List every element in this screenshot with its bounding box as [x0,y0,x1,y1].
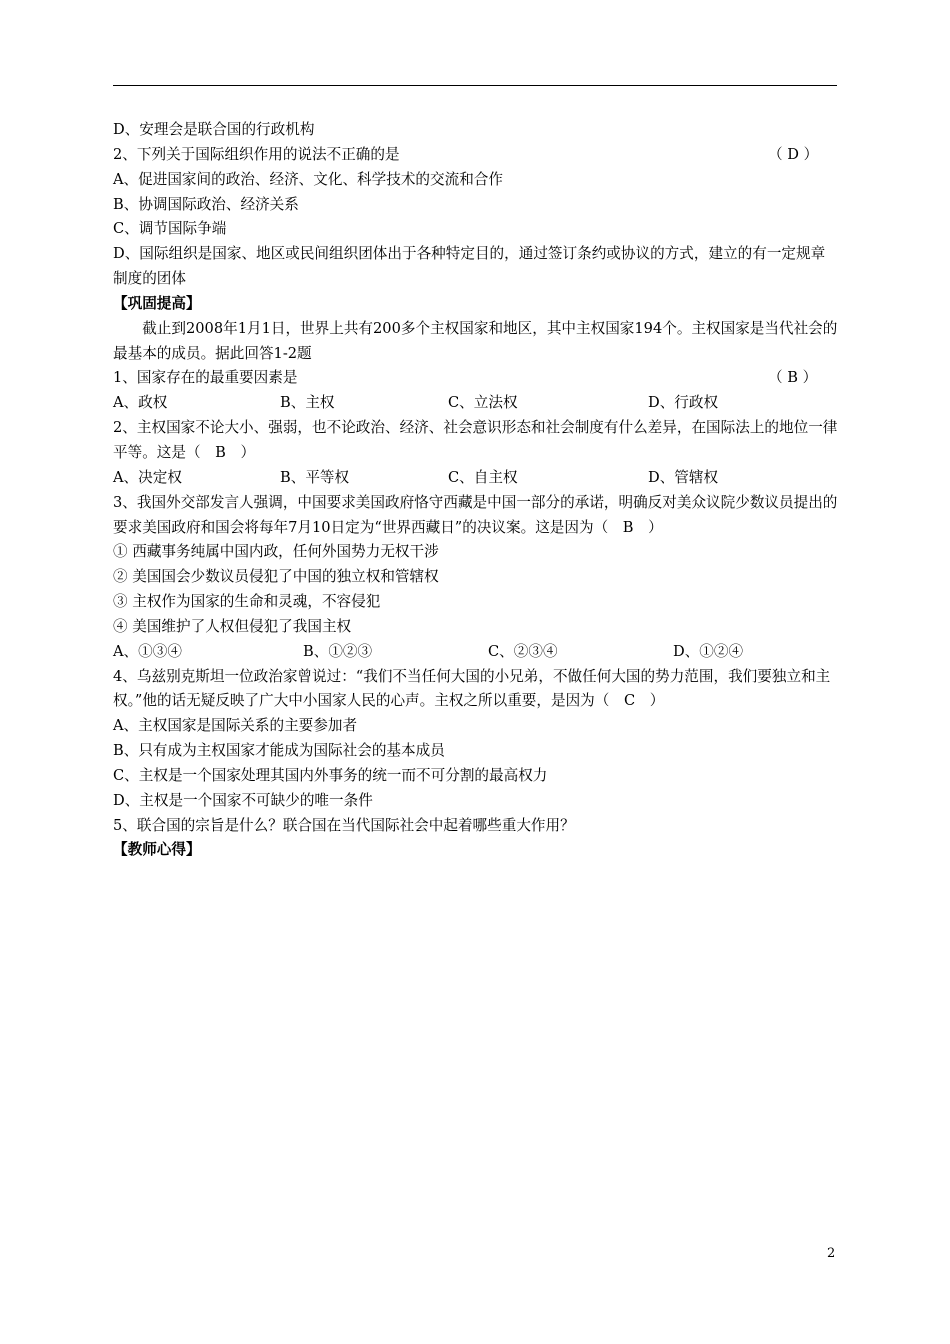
answer: （ B ） [768,369,818,387]
option: A、政权 [113,394,168,412]
option-text: C、主权是一个国家处理其国内外事务的统一而不可分割的最高权力 [113,766,548,784]
question-text: 5、联合国的宗旨是什么？联合国在当代国际社会中起着哪些重大作用？ [113,816,575,834]
option: D、行政权 [648,394,719,412]
question-text: 4、乌兹别克斯坦一位政治家曾说过：“我们不当任何大国的小兄弟，不做任何大国的势力范围，我们要独立和主权。”他的话无疑反映了广大中小国家人民的心声。主权之所以重要，是因为（ C ） [113,667,831,710]
question-text: 2、下列关于国际组织作用的说法不正确的是 [113,145,400,163]
answer: （ D ） [768,145,819,163]
option: A、①③④ [113,642,182,660]
page-number: 2 [827,1246,836,1261]
options-row [113,466,838,491]
option: D、①②④ [673,642,744,660]
question [113,366,838,391]
option-text: A、主权国家是国际关系的主要参加者 [113,717,358,735]
option-text: B、只有成为主权国家才能成为国际社会的基本成员 [113,742,445,760]
option: C、立法权 [448,394,518,412]
option-text: D、安理会是联合国的行政机构 [113,121,315,138]
statement: ④ 美国维护了人权但侵犯了我国主权 [113,617,352,635]
options-row [113,391,838,416]
option-text: D、国际组织是国家、地区或民间组织团体出于各种特定目的，通过签订条约或协议的方式，建立的有一定规章制度的团体 [113,245,826,288]
section-heading: 【巩固提高】 [113,294,201,312]
option: C、②③④ [488,642,558,660]
option-text: C、调节国际争端 [113,220,227,238]
section-heading: 【教师心得】 [113,841,201,859]
statement: ① 西藏事务纯属中国内政，任何外国势力无权干涉 [113,543,439,561]
header-rule [113,85,837,86]
question-text: 1、国家存在的最重要因素是 [113,369,298,387]
intro-paragraph: 截止到2008年1月1日，世界上共有200多个主权国家和地区，其中主权国家194个。主权国家是当代社会的最基本的成员。据此回答1-2题 [113,319,838,362]
statement: ③ 主权作为国家的生命和灵魂，不容侵犯 [113,593,381,611]
question-text: 2、主权国家不论大小、强弱，也不论政治、经济、社会意识形态和社会制度有什么差异，在国际法上的地位一律平等。这是（ B ） [113,419,838,461]
question-text: 3、我国外交部发言人强调，中国要求美国政府恪守西藏是中国一部分的承诺，明确反对美众议院少数议员提出的要求美国政府和国会将每年7月10日定为“世界西藏日”的决议案。这是因为（ B ） [113,493,838,536]
option: D、管辖权 [648,468,719,486]
statement: ② 美国国会少数议员侵犯了中国的独立权和管辖权 [113,568,439,586]
option: B、①②③ [303,642,373,660]
option-text: B、协调国际政治、经济关系 [113,195,299,213]
options-row [113,640,838,665]
option: A、决定权 [113,468,182,486]
option: B、平等权 [280,468,350,486]
option: B、主权 [280,394,335,412]
question [113,143,838,168]
document-body [113,118,838,863]
option: C、自主权 [448,468,518,486]
option-text: D、主权是一个国家不可缺少的唯一条件 [113,791,373,809]
option-text: A、促进国家间的政治、经济、文化、科学技术的交流和合作 [113,170,503,188]
